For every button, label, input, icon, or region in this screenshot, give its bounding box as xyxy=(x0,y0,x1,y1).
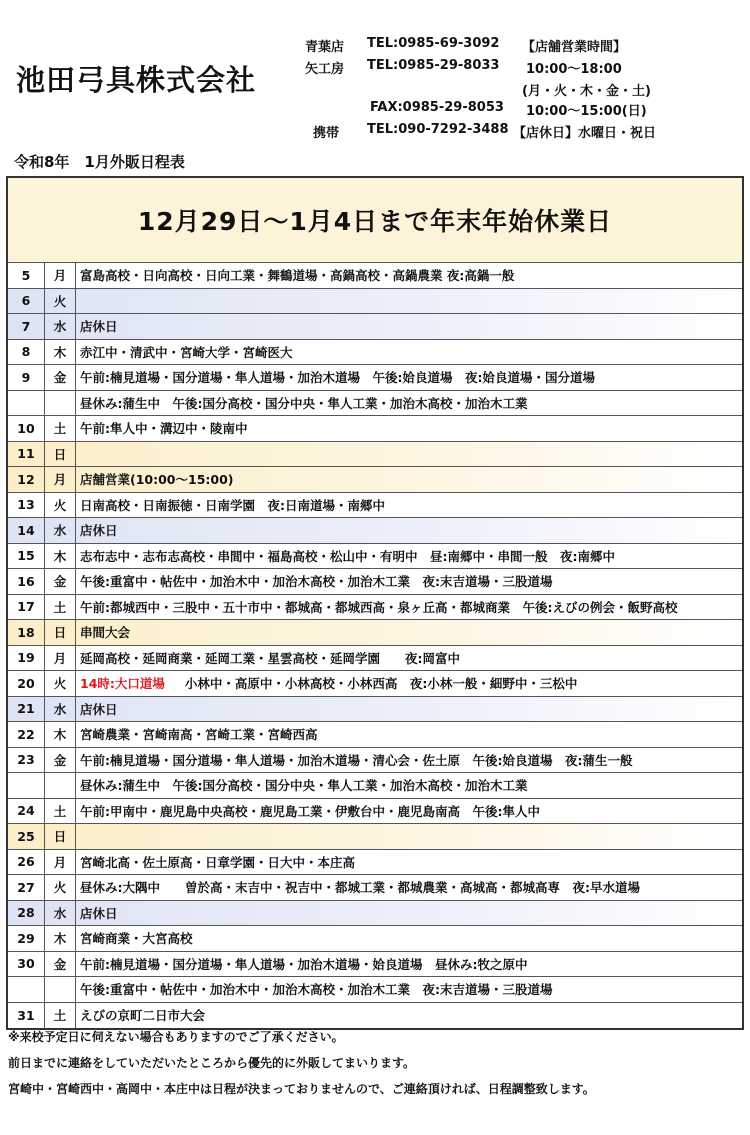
hours-weekday: 10:00～18:00 xyxy=(526,62,622,77)
schedule-row xyxy=(8,671,742,697)
schedule-row xyxy=(8,467,742,493)
schedule-row xyxy=(8,824,742,850)
weekday-cell: 月 xyxy=(45,646,76,671)
day-cell: 16 xyxy=(8,569,45,594)
schedule-text: 店休日 xyxy=(80,523,118,539)
weekday-cell: 木 xyxy=(45,722,76,747)
highlight-time: 14時:大口道場 xyxy=(80,676,165,692)
weekday-cell xyxy=(45,773,76,798)
schedule-row xyxy=(8,722,742,748)
day-cell: 23 xyxy=(8,748,45,773)
schedule-text-cell xyxy=(76,365,742,390)
day-cell: 6 xyxy=(8,289,45,314)
schedule-text: 宮崎商業・大宮高校 xyxy=(80,931,193,947)
schedule-text: 店舗営業(10:00～15:00) xyxy=(80,472,234,488)
weekday-cell: 水 xyxy=(45,518,76,543)
schedule-row xyxy=(8,391,742,417)
day-cell: 14 xyxy=(8,518,45,543)
schedule-row xyxy=(8,620,742,646)
schedule-text-cell xyxy=(76,595,742,620)
schedule-row xyxy=(8,289,742,315)
schedule-row xyxy=(8,416,742,442)
schedule-text-cell xyxy=(76,416,742,441)
day-cell: 22 xyxy=(8,722,45,747)
notes xyxy=(8,1024,595,1102)
weekday-cell: 水 xyxy=(45,697,76,722)
weekday-cell: 火 xyxy=(45,875,76,900)
schedule-text: 志布志中・志布志高校・串間中・福島高校・松山中・有明中 昼:南郷中・串間一般 夜:南郷中 xyxy=(80,548,615,564)
schedule-text-cell xyxy=(76,340,742,365)
schedule-text-cell xyxy=(76,799,742,824)
schedule-text: 午後:重富中・帖佐中・加治木中・加治木高校・加治木工業 夜:末吉道場・三股道場 xyxy=(80,982,553,998)
schedule-rows xyxy=(8,263,742,1028)
schedule-text: 宮崎農業・宮崎南高・宮崎工業・宮崎西高 xyxy=(80,727,318,743)
shop2-tel[interactable]: TEL:0985-29-8033 xyxy=(367,58,500,73)
note-line: 前日までに連絡をしていただいたところから優先的に外販してまいります。 xyxy=(8,1056,416,1070)
schedule-row xyxy=(8,442,742,468)
day-cell: 31 xyxy=(8,1003,45,1029)
day-cell: 7 xyxy=(8,314,45,339)
day-cell: 21 xyxy=(8,697,45,722)
weekday-cell: 木 xyxy=(45,544,76,569)
hours-weekday-days: (月・火・木・金・土) xyxy=(522,84,651,99)
day-cell: 20 xyxy=(8,671,45,696)
schedule-text-cell xyxy=(76,314,742,339)
schedule-text-cell xyxy=(76,289,742,314)
schedule-row xyxy=(8,518,742,544)
schedule-text-cell xyxy=(76,773,742,798)
shop2-name: 矢工房 xyxy=(305,62,345,77)
schedule-text-cell xyxy=(76,824,742,849)
schedule-text-cell xyxy=(76,671,742,696)
schedule-text-cell xyxy=(76,518,742,543)
weekday-cell: 日 xyxy=(45,620,76,645)
hours-sunday: 10:00～15:00(日) xyxy=(526,104,647,119)
schedule-text: 午前:都城西中・三股中・五十市中・都城高・都城西高・泉ヶ丘高・都城商業 午後:えびの例会・飯野高校 xyxy=(80,599,678,615)
schedule-text: 小林中・高原中・小林高校・小林西高 夜:小林一般・細野中・三松中 xyxy=(184,676,578,692)
day-cell xyxy=(8,391,45,416)
hours-title: 【店舗営業時間】 xyxy=(522,40,627,55)
schedule-text: 午前:隼人中・溝辺中・陵南中 xyxy=(80,421,248,437)
schedule-row xyxy=(8,952,742,978)
schedule-text-cell xyxy=(76,977,742,1002)
day-cell: 18 xyxy=(8,620,45,645)
schedule-row xyxy=(8,493,742,519)
day-cell: 5 xyxy=(8,263,45,288)
schedule-text: 赤江中・清武中・宮崎大学・宮崎医大 xyxy=(80,344,293,360)
schedule-text: 午後:重富中・帖佐中・加治木中・加治木高校・加治木工業 夜:末吉道場・三股道場 xyxy=(80,574,553,590)
mobile-name: 携帯 xyxy=(313,126,340,141)
day-cell xyxy=(8,977,45,1002)
schedule-text: 富島高校・日向高校・日向工業・舞鶴道場・高鍋高校・高鍋農業 夜:高鍋一般 xyxy=(80,268,515,284)
schedule-row xyxy=(8,646,742,672)
schedule-row xyxy=(8,544,742,570)
schedule-text-cell xyxy=(76,926,742,951)
schedule-text: 串間大会 xyxy=(80,625,131,641)
schedule-text-cell xyxy=(76,748,742,773)
schedule-text-cell xyxy=(76,722,742,747)
day-cell xyxy=(8,773,45,798)
schedule-text-cell xyxy=(76,442,742,467)
weekday-cell: 水 xyxy=(45,901,76,926)
day-cell: 19 xyxy=(8,646,45,671)
day-cell: 11 xyxy=(8,442,45,467)
day-cell: 9 xyxy=(8,365,45,390)
schedule-row xyxy=(8,926,742,952)
day-cell: 8 xyxy=(8,340,45,365)
day-cell: 10 xyxy=(8,416,45,441)
weekday-cell: 金 xyxy=(45,952,76,977)
day-cell: 25 xyxy=(8,824,45,849)
weekday-cell: 土 xyxy=(45,799,76,824)
schedule-text: 店休日 xyxy=(80,701,118,717)
day-cell: 28 xyxy=(8,901,45,926)
shop1-tel[interactable]: TEL:0985-69-3092 xyxy=(367,36,500,51)
schedule-row xyxy=(8,263,742,289)
weekday-cell: 火 xyxy=(45,493,76,518)
schedule-row xyxy=(8,569,742,595)
company-logo: 池田弓具株式会社 xyxy=(16,63,257,97)
mobile-tel[interactable]: TEL:090-7292-3488 xyxy=(367,122,509,137)
weekday-cell: 土 xyxy=(45,416,76,441)
schedule-row xyxy=(8,365,742,391)
schedule-row xyxy=(8,901,742,927)
schedule-text: 昼休み:大隅中 曽於高・末吉中・祝吉中・都城工業・都城農業・高城高・都城高専 夜:早水道場 xyxy=(80,880,640,896)
schedule-text: 宮崎北高・佐土原高・日章学園・日大中・本庄高 xyxy=(80,854,356,870)
schedule-text: 日南高校・日南振徳・日南学園 夜:日南道場・南郷中 xyxy=(80,497,385,513)
weekday-cell: 木 xyxy=(45,926,76,951)
schedule-text-cell xyxy=(76,850,742,875)
weekday-cell: 月 xyxy=(45,850,76,875)
schedule-row xyxy=(8,595,742,621)
schedule-text-cell xyxy=(76,493,742,518)
weekday-cell: 土 xyxy=(45,1003,76,1029)
schedule-text-cell xyxy=(76,391,742,416)
weekday-cell xyxy=(45,391,76,416)
day-cell: 17 xyxy=(8,595,45,620)
weekday-cell: 金 xyxy=(45,748,76,773)
schedule-row xyxy=(8,977,742,1003)
closed-days: 【店休日】水曜日・祝日 xyxy=(513,126,657,141)
shop1-name: 青葉店 xyxy=(305,40,345,55)
schedule-text: 午前:楠見道場・国分道場・隼人道場・加治木道場 午後:姶良道場 夜:姶良道場・国分道場 xyxy=(80,370,595,386)
day-cell: 15 xyxy=(8,544,45,569)
day-cell: 13 xyxy=(8,493,45,518)
schedule-text: 延岡高校・延岡商業・延岡工業・星雲高校・延岡学園 夜:岡富中 xyxy=(80,650,461,666)
schedule-row xyxy=(8,799,742,825)
schedule-text: 店休日 xyxy=(80,319,118,335)
page-title: 令和8年 1月外販日程表 xyxy=(14,153,185,171)
schedule-text-cell xyxy=(76,875,742,900)
day-cell: 29 xyxy=(8,926,45,951)
schedule-row xyxy=(8,314,742,340)
schedule-row xyxy=(8,850,742,876)
weekday-cell: 日 xyxy=(45,442,76,467)
weekday-cell: 金 xyxy=(45,569,76,594)
schedule-text: 午前:楠見道場・国分道場・隼人道場・加治木道場・清心会・佐土原 午後:姶良道場 夜:蒲生一般 xyxy=(80,752,633,768)
day-cell: 26 xyxy=(8,850,45,875)
note-line: 宮崎中・宮崎西中・高岡中・本庄中は日程が決まっておりませんので、ご連絡頂ければ、日程調整致します。 xyxy=(8,1082,595,1096)
schedule-text-cell xyxy=(76,467,742,492)
schedule-text-cell xyxy=(76,697,742,722)
schedule-row xyxy=(8,748,742,774)
schedule-row xyxy=(8,697,742,723)
schedule-text-cell xyxy=(76,263,742,288)
weekday-cell: 火 xyxy=(45,671,76,696)
schedule-text: 午前:甲南中・鹿児島中央高校・鹿児島工業・伊敷台中・鹿児島南高 午後:隼人中 xyxy=(80,803,540,819)
weekday-cell: 日 xyxy=(45,824,76,849)
schedule-text-cell xyxy=(76,569,742,594)
schedule-text-cell xyxy=(76,952,742,977)
schedule-text-cell xyxy=(76,620,742,645)
schedule-text: 昼休み:蒲生中 午後:国分高校・国分中央・隼人工業・加治木高校・加治木工業 xyxy=(80,778,528,794)
schedule-row xyxy=(8,773,742,799)
day-cell: 30 xyxy=(8,952,45,977)
schedule-text-cell xyxy=(76,646,742,671)
holiday-banner: 12月29日～1月4日まで年末年始休業日 xyxy=(8,178,742,263)
schedule-text: 午前:楠見道場・国分道場・隼人道場・加治木道場・姶良道場 昼休み:牧之原中 xyxy=(80,956,528,972)
schedule-text: 昼休み:蒲生中 午後:国分高校・国分中央・隼人工業・加治木高校・加治木工業 xyxy=(80,395,528,411)
weekday-cell: 月 xyxy=(45,467,76,492)
day-cell: 24 xyxy=(8,799,45,824)
schedule-text-cell xyxy=(76,901,742,926)
schedule-row xyxy=(8,340,742,366)
weekday-cell: 金 xyxy=(45,365,76,390)
weekday-cell: 木 xyxy=(45,340,76,365)
schedule-text: えびの京町二日市大会 xyxy=(80,1008,206,1024)
fax-number: FAX:0985-29-8053 xyxy=(370,100,504,115)
schedule-row xyxy=(8,875,742,901)
note-line: ※来校予定日に伺えない場合もありますのでご了承ください。 xyxy=(8,1030,344,1044)
schedule-text: 店休日 xyxy=(80,905,118,921)
schedule-table xyxy=(6,176,744,1030)
weekday-cell: 月 xyxy=(45,263,76,288)
day-cell: 27 xyxy=(8,875,45,900)
schedule-text-cell xyxy=(76,544,742,569)
weekday-cell: 火 xyxy=(45,289,76,314)
weekday-cell xyxy=(45,977,76,1002)
header xyxy=(0,0,750,150)
weekday-cell: 土 xyxy=(45,595,76,620)
day-cell: 12 xyxy=(8,467,45,492)
weekday-cell: 水 xyxy=(45,314,76,339)
